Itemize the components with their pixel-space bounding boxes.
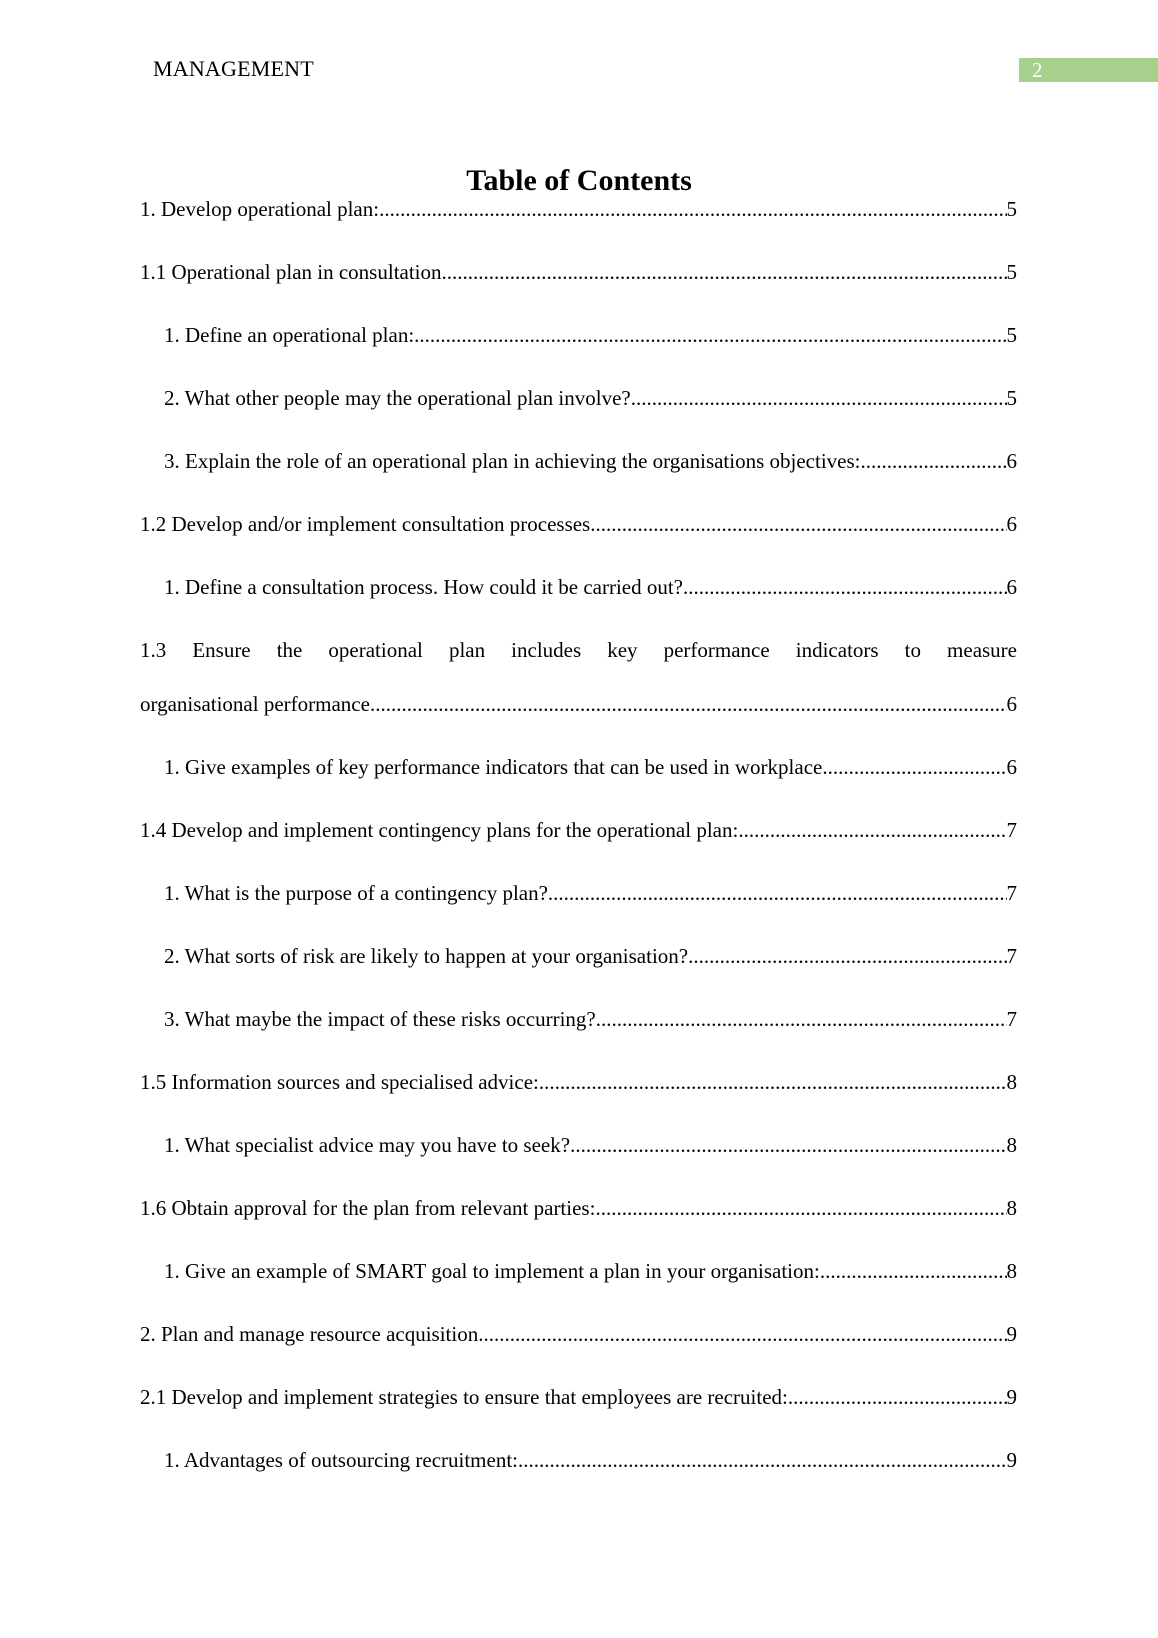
running-header-title: MANAGEMENT bbox=[153, 56, 314, 81]
page-number-badge bbox=[1019, 58, 1158, 82]
dot-leader bbox=[822, 753, 1006, 781]
toc-entry[interactable] bbox=[140, 1320, 1017, 1383]
toc-entry-page: 6 bbox=[1006, 575, 1017, 599]
toc-entry-text: 2. What other people may the operational plan involve? bbox=[164, 386, 631, 410]
toc-entry-text: 1. Give an example of SMART goal to implement a plan in your organisation: bbox=[164, 1259, 820, 1283]
dot-leader bbox=[861, 447, 1007, 475]
toc-entry-text: 2. What sorts of risk are likely to happen at your organisation? bbox=[164, 944, 689, 968]
toc-entry[interactable] bbox=[140, 1383, 1017, 1446]
dot-leader bbox=[820, 1257, 1007, 1285]
toc-entry-text-line2: organisational performance bbox=[140, 692, 370, 716]
page-number: 2 bbox=[1032, 58, 1043, 82]
toc-entry[interactable] bbox=[140, 1257, 1017, 1320]
toc-entry-page: 6 bbox=[1006, 512, 1017, 536]
toc-entry-text-line1: 1.3 Ensure the operational plan includes key performance indicators to measure bbox=[140, 638, 1017, 662]
toc-entry-text: 2.1 Develop and implement strategies to ensure that employees are recruited: bbox=[140, 1385, 788, 1409]
toc-entry[interactable] bbox=[140, 636, 1017, 753]
toc-entry-page: 5 bbox=[1006, 386, 1017, 410]
dot-leader bbox=[570, 1131, 1006, 1159]
toc-entry-page: 5 bbox=[1006, 323, 1017, 347]
toc-entry[interactable] bbox=[140, 384, 1017, 447]
toc-entry-text: 1.4 Develop and implement contingency plans for the operational plan: bbox=[140, 818, 739, 842]
toc-entry-text: 3. What maybe the impact of these risks occurring? bbox=[164, 1007, 596, 1031]
dot-leader bbox=[596, 1005, 1007, 1033]
toc-entry-text: 1.2 Develop and/or implement consultation processes bbox=[140, 512, 591, 536]
toc-entry-page: 5 bbox=[1006, 260, 1017, 284]
toc-entry[interactable] bbox=[140, 447, 1017, 510]
toc-entry-page: 7 bbox=[1006, 881, 1017, 905]
toc-entry[interactable] bbox=[140, 942, 1017, 1005]
toc-entry-page: 8 bbox=[1006, 1070, 1017, 1094]
toc-entry-page: 8 bbox=[1006, 1133, 1017, 1157]
toc-entry-page: 6 bbox=[1006, 449, 1017, 473]
toc-entry[interactable] bbox=[140, 753, 1017, 816]
toc-entry-text: 1. Develop operational plan: bbox=[140, 197, 380, 221]
dot-leader bbox=[442, 258, 1007, 286]
toc-entry-page: 9 bbox=[1006, 1448, 1017, 1472]
toc-entry[interactable] bbox=[140, 816, 1017, 879]
dot-leader bbox=[590, 510, 1006, 538]
toc-entry-page: 9 bbox=[1006, 1322, 1017, 1346]
toc-entry-text: 1. Define an operational plan: bbox=[164, 323, 415, 347]
dot-leader bbox=[595, 1194, 1006, 1222]
toc-entry[interactable] bbox=[140, 1068, 1017, 1131]
toc-entry-text: 1. Define a consultation process. How could it be carried out? bbox=[164, 575, 684, 599]
toc-entry-page: 5 bbox=[1006, 197, 1017, 221]
toc-entry-text: 1.1 Operational plan in consultation bbox=[140, 260, 442, 284]
dot-leader bbox=[683, 573, 1006, 601]
toc-entry[interactable] bbox=[140, 1005, 1017, 1068]
dot-leader bbox=[688, 942, 1006, 970]
toc-entry[interactable] bbox=[140, 510, 1017, 573]
dot-leader bbox=[518, 1446, 1007, 1474]
table-of-contents bbox=[140, 195, 1017, 1509]
toc-entry-text: 3. Explain the role of an operational plan in achieving the organisations objectives: bbox=[164, 449, 861, 473]
toc-entry-text: 1. What is the purpose of a contingency plan? bbox=[164, 881, 548, 905]
dot-leader bbox=[548, 879, 1007, 907]
toc-entry-page: 6 bbox=[1006, 692, 1017, 716]
toc-entry-text: 1. Give examples of key performance indicators that can be used in workplace bbox=[164, 755, 823, 779]
toc-entry-text: 1.5 Information sources and specialised advice: bbox=[140, 1070, 539, 1094]
toc-entry[interactable] bbox=[140, 195, 1017, 258]
dot-leader bbox=[370, 690, 1007, 718]
toc-entry-page: 7 bbox=[1006, 1007, 1017, 1031]
toc-entry-page: 7 bbox=[1006, 944, 1017, 968]
dot-leader bbox=[539, 1068, 1007, 1096]
toc-entry-page: 8 bbox=[1006, 1259, 1017, 1283]
dot-leader bbox=[788, 1383, 1007, 1411]
toc-entry-page: 8 bbox=[1006, 1196, 1017, 1220]
toc-entry[interactable] bbox=[140, 879, 1017, 942]
toc-heading: Table of Contents bbox=[466, 164, 692, 197]
toc-entry[interactable] bbox=[140, 1194, 1017, 1257]
toc-entry-page: 6 bbox=[1006, 755, 1017, 779]
dot-leader bbox=[631, 384, 1007, 412]
toc-entry-page: 7 bbox=[1006, 818, 1017, 842]
toc-entry[interactable] bbox=[140, 1131, 1017, 1194]
dot-leader bbox=[414, 321, 1006, 349]
toc-entry-page: 9 bbox=[1006, 1385, 1017, 1409]
dot-leader bbox=[738, 816, 1006, 844]
toc-entry-text: 1. Advantages of outsourcing recruitment: bbox=[164, 1448, 518, 1472]
toc-entry-text: 1. What specialist advice may you have to seek? bbox=[164, 1133, 571, 1157]
toc-entry-text: 2. Plan and manage resource acquisition bbox=[140, 1322, 479, 1346]
toc-entry[interactable] bbox=[140, 1446, 1017, 1509]
toc-entry-text: 1.6 Obtain approval for the plan from relevant parties: bbox=[140, 1196, 596, 1220]
toc-entry[interactable] bbox=[140, 258, 1017, 321]
toc-entry[interactable] bbox=[140, 321, 1017, 384]
dot-leader bbox=[478, 1320, 1006, 1348]
toc-entry[interactable] bbox=[140, 573, 1017, 636]
dot-leader bbox=[379, 195, 1006, 223]
